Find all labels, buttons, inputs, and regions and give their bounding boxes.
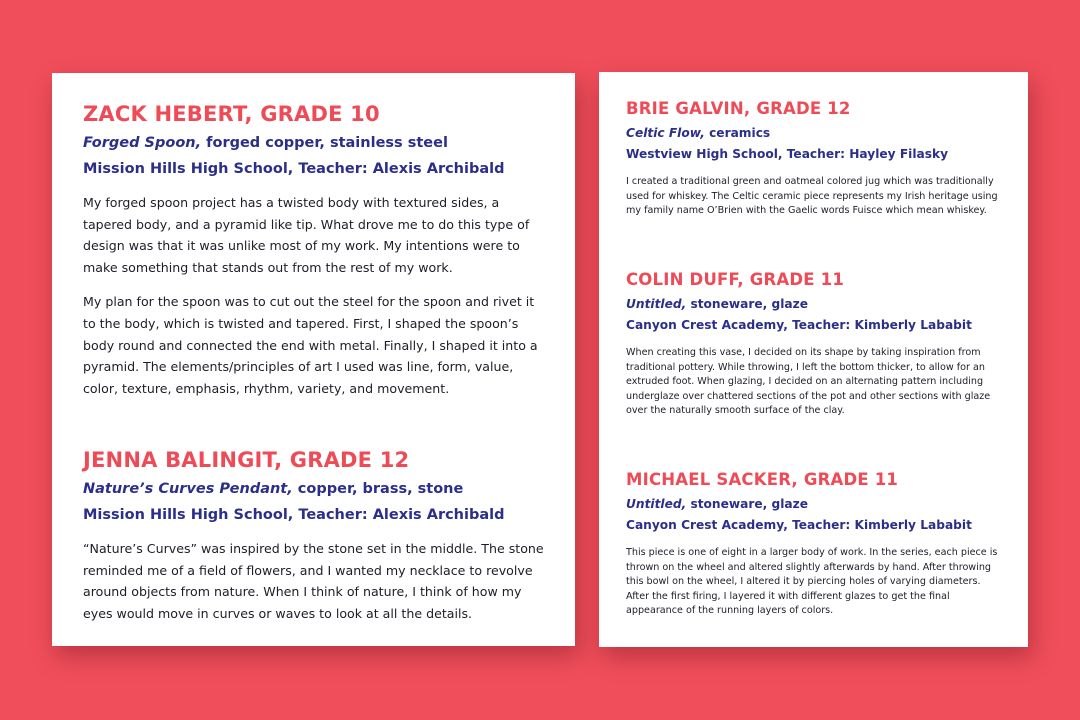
artwork-info	[83, 479, 548, 499]
artist-statement: When creating this vase, I decided on its shape by taking inspiration from traditional pottery. While throwing, I left the bottom thicker, to allow for an extruded foot. When glazing, I decided on an alternating pattern including underglaze over chattered sections of the pot and other sections with glaze over the naturally smooth surface of the clay.	[626, 347, 991, 417]
artist-name: JENNA BALINGIT, GRADE 12	[83, 448, 410, 472]
artwork-materials: stoneware, glaze	[686, 497, 808, 511]
artist-name: MICHAEL SACKER, GRADE 11	[626, 470, 899, 489]
artist-name: COLIN DUFF, GRADE 11	[626, 270, 845, 289]
artwork-materials: stoneware, glaze	[686, 297, 808, 311]
artist-statement: “Nature’s Curves” was inspired by the stone set in the middle. The stone reminded me of a field of flowers, and I wanted my necklace to revolve around objects from nature. When I think of nature, I think of how my eyes would move in curves or waves to look at all the details.	[83, 541, 544, 621]
artwork-title: Forged Spoon,	[83, 135, 202, 151]
artwork-info	[626, 125, 1004, 141]
artwork-materials: ceramics	[704, 126, 771, 140]
artist-entry	[626, 469, 1004, 619]
school-teacher: Mission Hills High School, Teacher: Alexis Archibald	[83, 507, 505, 523]
artist-entry	[626, 98, 1004, 219]
artwork-title: Nature’s Curves Pendant,	[83, 481, 293, 497]
artwork-materials: copper, brass, stone	[292, 481, 464, 497]
artist-name: ZACK HEBERT, GRADE 10	[83, 102, 380, 126]
artwork-title: Untitled,	[626, 297, 687, 311]
artist-entry	[83, 447, 548, 624]
school-teacher: Westview High School, Teacher: Hayley Filasky	[626, 147, 949, 161]
artist-entry	[83, 101, 548, 399]
artwork-info	[626, 296, 1004, 312]
artist-statement: My plan for the spoon was to cut out the steel for the spoon and rivet it to the body, which is twisted and tapered. First, I shaped the spoon’s body round and connected the end with metal. Finally, I shaped it into a pyramid. The elements/principles of art I used was line, form, value, color, texture, emphasis, rhythm, variety, and movement.	[83, 294, 538, 396]
artist-statement: I created a traditional green and oatmeal colored jug which was traditionally used for whiskey. The Celtic ceramic piece represents my Irish heritage using my family name O’Brien with the Gaelic words Fuisce which mean whiskey.	[626, 176, 998, 217]
artist-statement: My forged spoon project has a twisted body with textured sides, a tapered body, and a pyramid like tip. What drove me to do this type of design was that it was unlike most of my work. My intentions were to make something that stands out from the rest of my work.	[83, 195, 530, 275]
artwork-info	[626, 496, 1004, 512]
school-teacher: Mission Hills High School, Teacher: Alexis Archibald	[83, 161, 505, 177]
artist-entry	[626, 269, 1004, 419]
school-teacher: Canyon Crest Academy, Teacher: Kimberly Lababit	[626, 518, 972, 532]
artist-name: BRIE GALVIN, GRADE 12	[626, 99, 851, 118]
right-card	[599, 72, 1028, 647]
artwork-title: Untitled,	[626, 497, 687, 511]
artwork-materials: forged copper, stainless steel	[201, 135, 448, 151]
artwork-info	[83, 133, 548, 153]
left-card	[52, 73, 575, 646]
artist-statement: This piece is one of eight in a larger body of work. In the series, each piece is thrown on the wheel and altered slightly afterwards by hand. After throwing this bowl on the wheel, I altered it by piercing holes of varying diameters. After the first firing, I layered it with different glazes to get the final appearance of the running layers of colors.	[626, 547, 998, 617]
school-teacher: Canyon Crest Academy, Teacher: Kimberly Lababit	[626, 318, 972, 332]
artwork-title: Celtic Flow,	[626, 126, 705, 140]
